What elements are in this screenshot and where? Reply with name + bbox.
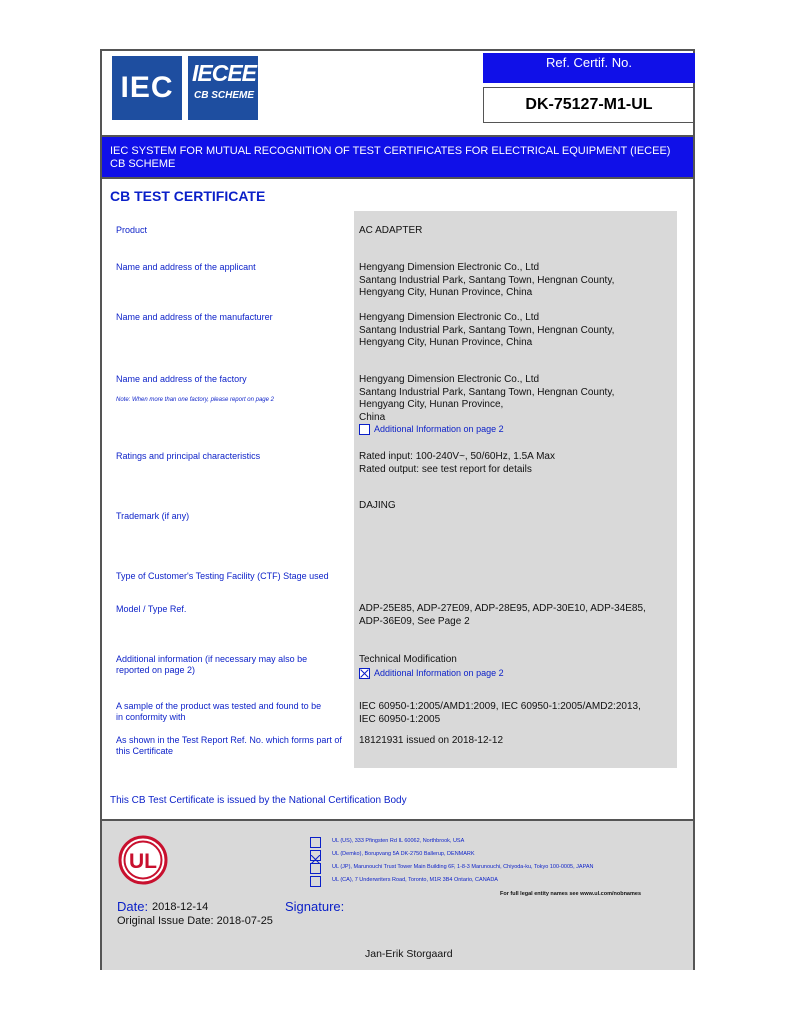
factory-additional-checkbox[interactable] <box>359 424 370 435</box>
factory-additional-label: Additional Information on page 2 <box>374 424 504 434</box>
signatory-name: Jan-Erik Storgaard <box>365 948 453 960</box>
trademark-value: DAJING <box>359 500 396 511</box>
certificate-frame <box>100 49 695 970</box>
address-demko: UL (Demko), Borupvang 5A DK-2750 Ballerup, DENMARK <box>332 851 475 857</box>
address-checkbox-ca[interactable] <box>310 876 321 887</box>
manufacturer-label: Name and address of the manufacturer <box>116 312 273 322</box>
additional-info-checkbox-label: Additional Information on page 2 <box>374 668 504 678</box>
additional-info-extra[interactable] <box>359 667 677 680</box>
address-ca: UL (CA), 7 Underwriters Road, Toronto, M1R 3B4 Ontario, CANADA <box>332 877 498 883</box>
additional-info-label: Additional information (if necessary may also be reported on page 2) <box>116 654 308 675</box>
additional-info-value: Technical Modification <box>359 654 457 665</box>
model-label: Model / Type Ref. <box>116 604 187 614</box>
issued-by-text: This CB Test Certificate is issued by the National Certification Body <box>110 795 407 806</box>
ratings-label: Ratings and principal characteristics <box>116 451 261 461</box>
ratings-value: Rated input: 100-240V~, 50/60Hz, 1.5A Max Rated output: see test report for details <box>359 451 555 475</box>
product-label: Product <box>116 225 148 235</box>
factory-value: Hengyang Dimension Electronic Co., Ltd Santang Industrial Park, Santang Town, Hengnan County, Hengyang City, Hunan Province, China <box>359 374 615 423</box>
address-checkbox-us[interactable] <box>310 837 321 848</box>
factory-additional-info[interactable] <box>359 423 677 436</box>
original-issue-date: Original Issue Date: 2018-07-25 <box>117 915 273 927</box>
ref-certif-number: DK-75127-M1-UL <box>483 87 695 123</box>
scheme-banner: IEC SYSTEM FOR MUTUAL RECOGNITION OF TEST CERTIFICATES FOR ELECTRICAL EQUIPMENT (IECEE) CB SCHEME <box>102 135 693 179</box>
test-report-value: 18121931 issued on 2018-12-12 <box>359 735 504 746</box>
product-value: AC ADAPTER <box>359 225 423 236</box>
model-value: ADP-25E85, ADP-27E09, ADP-28E95, ADP-30E10, ADP-34E85, ADP-36E09, See Page 2 <box>359 603 646 627</box>
additional-info-checkbox[interactable] <box>359 668 370 679</box>
signature-label: Signature: <box>285 899 345 914</box>
applicant-value: Hengyang Dimension Electronic Co., Ltd Santang Industrial Park, Santang Town, Hengnan County, Hengyang City, Hunan Province, China <box>359 262 615 298</box>
ul-logo <box>118 835 168 885</box>
iec-logo: IEC <box>112 56 182 120</box>
trademark-label: Trademark (if any) <box>116 511 190 521</box>
address-checkbox-demko[interactable] <box>310 850 321 861</box>
manufacturer-value: Hengyang Dimension Electronic Co., Ltd Santang Industrial Park, Santang Town, Hengnan County, Hengyang City, Hunan Province, China <box>359 312 615 348</box>
test-report-label: As shown in the Test Report Ref. No. which forms part of this Certificate <box>116 735 342 756</box>
iecee-logo: IECEE CB SCHEME <box>188 56 258 120</box>
standards-label: A sample of the product was tested and found to be in conformity with <box>116 701 322 722</box>
address-checkbox-jp[interactable] <box>310 863 321 874</box>
ref-certif-label: Ref. Certif. No. <box>483 53 695 83</box>
factory-label: Name and address of the factory <box>116 374 247 384</box>
address-us: UL (US), 333 Pfingsten Rd IL 60062, Northbrook, USA <box>332 838 465 844</box>
date-label: Date: <box>117 899 149 914</box>
address-jp: UL (JP), Marunouchi Trust Tower Main Building 6F, 1-8-3 Marunouchi, Chiyoda-ku, Tokyo 100-0005, JAPAN <box>332 864 594 870</box>
legal-entity-text: For full legal entity names see www.ul.com/nobnames <box>500 891 641 897</box>
date-value: 2018-12-14 <box>152 901 209 913</box>
ctf-stage-label: Type of Customer's Testing Facility (CTF) Stage used <box>116 571 329 581</box>
footer <box>102 819 693 970</box>
certificate-title: CB TEST CERTIFICATE <box>110 188 266 204</box>
applicant-label: Name and address of the applicant <box>116 262 256 272</box>
svg-text:UL: UL <box>129 850 157 873</box>
factory-note: Note: When more than one factory, please report on page 2 <box>116 397 274 403</box>
standards-value: IEC 60950-1:2005/AMD1:2009, IEC 60950-1:2005/AMD2:2013, IEC 60950-1:2005 <box>359 701 641 725</box>
